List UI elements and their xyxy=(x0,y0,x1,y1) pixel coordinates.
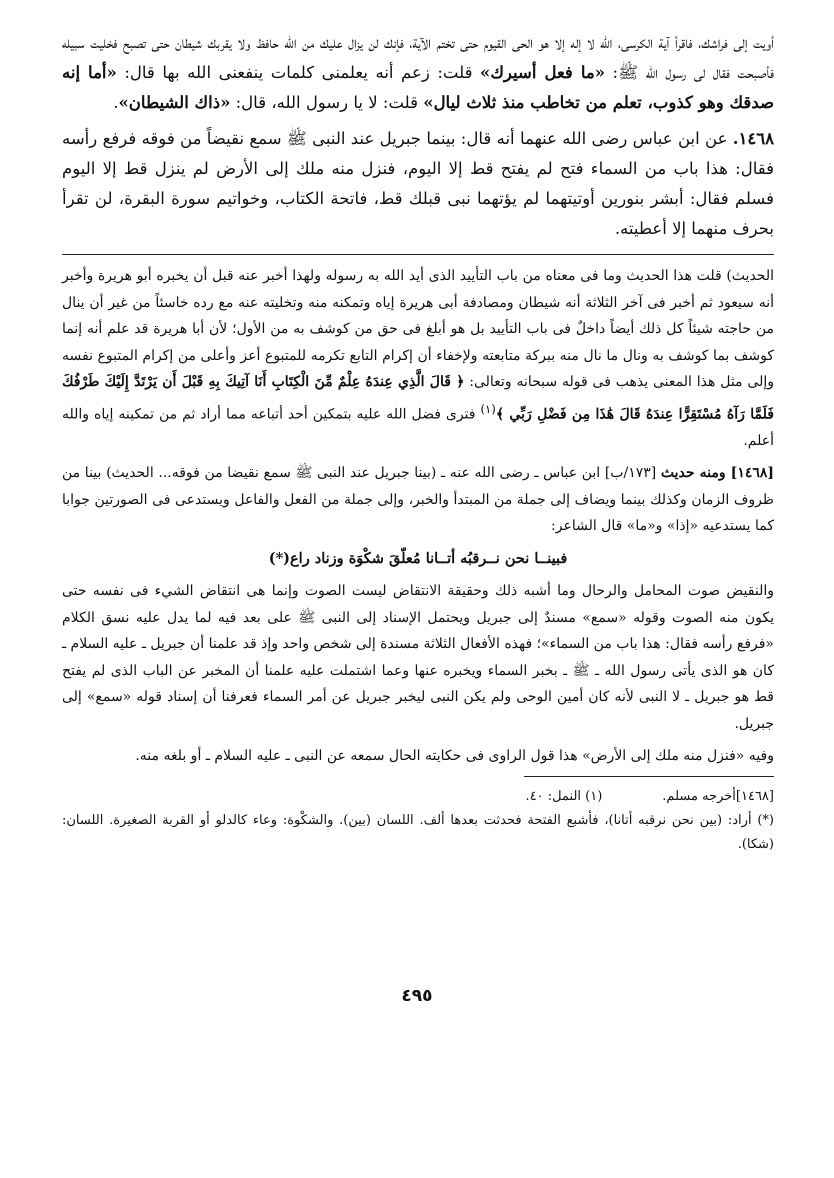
quran-verse: ﴿ قَالَ الَّذِي عِندَهُ عِلْمٌ مِّنَ الْكِتَابِ أَنَا آتِيكَ بِهِ قَبْلَ أَن يَرْتَدَّ إِلَيْكَ طَرْفُكَ فَلَمَّا رَآهُ مُسْتَقِرًّا عِندَهُ قَالَ هَٰذَا مِن فَضْلِ رَبِّي ﴾ xyxy=(62,374,774,423)
commentary xyxy=(62,263,774,770)
footnote-1468: [١٤٦٨]أخرجه مسلم. xyxy=(662,788,774,804)
footnote-row xyxy=(62,785,774,809)
footnote-divider xyxy=(524,776,774,777)
commentary-paragraph-2 xyxy=(62,460,774,540)
main-text-run: قلت: زعم أنه يعلمنى كلمات ينفعنى الله بها قال: xyxy=(116,63,481,82)
prophet-quote: «أما إنه صدقك وهو كذوب، تعلم من تخاطب منذ ثلاث ليال» xyxy=(62,63,774,112)
commentary-text-run: [١٧٣/ب] ابن عباس ـ رضى الله عنه ـ (بينا جبريل عند النبى ﷺ سمع نقيضا من فوقه... الحديث) بينا من ظروف الزمان وكذلك بينما ويضاف إلى جملة من المبتدأ والخبر، وإلى جملة من الفعل والفاعل ويستدعى فى الصورتين جوابا كما يستدعيه «إذا» و«ما» قال الشاعر: xyxy=(62,465,774,535)
page-body xyxy=(62,28,774,859)
hadith-number: ١٤٦٨. xyxy=(732,129,774,148)
prophet-quote: «ما فعل أسيرك» xyxy=(480,63,606,82)
main-text-run: . xyxy=(113,93,119,112)
commentary-paragraph-4: وفيه «فنزل منه ملك إلى الأرض» هذا قول الراوى فى حكايته الحال سمعه عن النبى ـ عليه السلام ـ أو بلغه منه. xyxy=(135,748,774,765)
prophet-quote: «ذاك الشيطان» xyxy=(118,93,231,112)
footnote-star: (*) أراد: (بين نحن نرقبه أتانا)، فأشبع الفتحة فحدثت بعدها ألف. اللسان (بين). والشكْوة: وعاء كالدلو أو القربة الصغيرة. اللسان: (شكا). xyxy=(62,812,774,852)
commentary-paragraph-1 xyxy=(62,263,774,454)
poetry-line: فبينــا نحن نــرقبُه أتــانا مُعلّقَ شكْوَة وزناد راع(*) xyxy=(268,549,568,567)
footnote-1: (١) النمل: ٤٠. xyxy=(525,788,603,804)
footnote-reference: (١) xyxy=(480,401,496,416)
main-text-run: قلت: لا يا رسول الله، قال: xyxy=(230,93,424,112)
commentary-text-run: فترى فضل الله عليه بتمكين أحد أتباعه مما أراد ثم من تمكينه إياه والله أعلم. xyxy=(62,406,774,449)
commentary-text-run: الحديث) قلت هذا الحديث وما فى معناه من باب التأييد الذى أيد الله به رسوله ولهذا أخبر عنه قبل أن يخبره أبو هريرة وأخبر أنه سيعود ثم أخبر فى آخر الثلاثة أنه شيطان ومصادفة أبى هريرة إياه وتمكنه منه وتخليته عنه مع رده خاسئاً من غير أن ينال من حاجته شيئاً كل ذلك أيضاً داخلٌ فى باب التأييد بل هو أبلغ فى حق من كوشف به من الأول؛ لأن أبا هريرة قد علم أنه إنما كوشف بما كوشف به ونال ما نال منه ببركة متابعته ولإخفاء أن إكرام التابع تكرمه للمتبوع أعز وأعلى من إكرام المتبوع نفسه وإلى مثل هذا المعنى يذهب فى قوله سبحانه وتعالى: xyxy=(62,268,775,390)
main-paragraph-1 xyxy=(62,28,774,118)
main-text-run: أويت إلى فراشك، فاقرأ آية الكرسى، الله لا إله إلا هو الحى القيوم حتى تختم الآية، فإنك لن يزال عليك من الله حافظ ولا يقربك شيطان حتى تصبح فخليت سبيله فأصبحت فقال لى رسول الله ﷺ: xyxy=(62,33,774,82)
page-number: ٤٩٥ xyxy=(401,986,433,1006)
hadith-reference: [١٤٦٨] ومنه حديث xyxy=(660,465,775,482)
commentary-paragraph-3: والنقيض صوت المحامل والرحال وما أشبه ذلك وحقيقة الانتقاض ليست الصوت وإنما هى انتقاض الشيء فى نفسه حتى يكون منه الصوت وقوله «سمع» مسندٌ إلى جبريل ويحتمل الإسناد إلى النبى ﷺ على بعد فيه لما يدل عليه نسق الكلام «فرفع رأسه فقال: هذا باب من السماء»؛ فهذه الأفعال الثلاثة مسندة إلى شخص واحد وإذ قد علمنا أن جبريل ـ عليه السلام ـ كان هو الذى يأتى رسول الله ـ ﷺ ـ بخبر السماء ويخبره عنها وعما اشتملت عليه علمنا أن المخبر عن الباب الذى لم يفتح قط هو جبريل ـ لا النبى لأنه كان أمين الوحى ولم يكن النبى ليخبر جبريل عن أمر السماء فعرفنا أن إسناد قوله «سمع» إلى جبريل. xyxy=(62,583,774,732)
hadith-text: عن ابن عباس رضى الله عنهما أنه قال: بينما جبريل عند النبى ﷺ سمع نقيضاً من فوقه فرفع رأسه فقال: هذا باب من السماء فتح لم يفتح قط إلا اليوم، فنزل منه ملك إلى الأرض لم ينزل قط إلا اليوم فسلم فقال: أبشر بنورين أوتيتهما لم يؤتهما نبى قبلك قط، فاتحة الكتاب، وخواتيم سورة البقرة، لن تقرأ بحرف منهما إلا أعطيته. xyxy=(62,129,774,238)
section-divider xyxy=(62,254,774,255)
main-text xyxy=(62,28,774,244)
footnotes xyxy=(62,785,774,857)
hadith-paragraph xyxy=(62,124,774,244)
